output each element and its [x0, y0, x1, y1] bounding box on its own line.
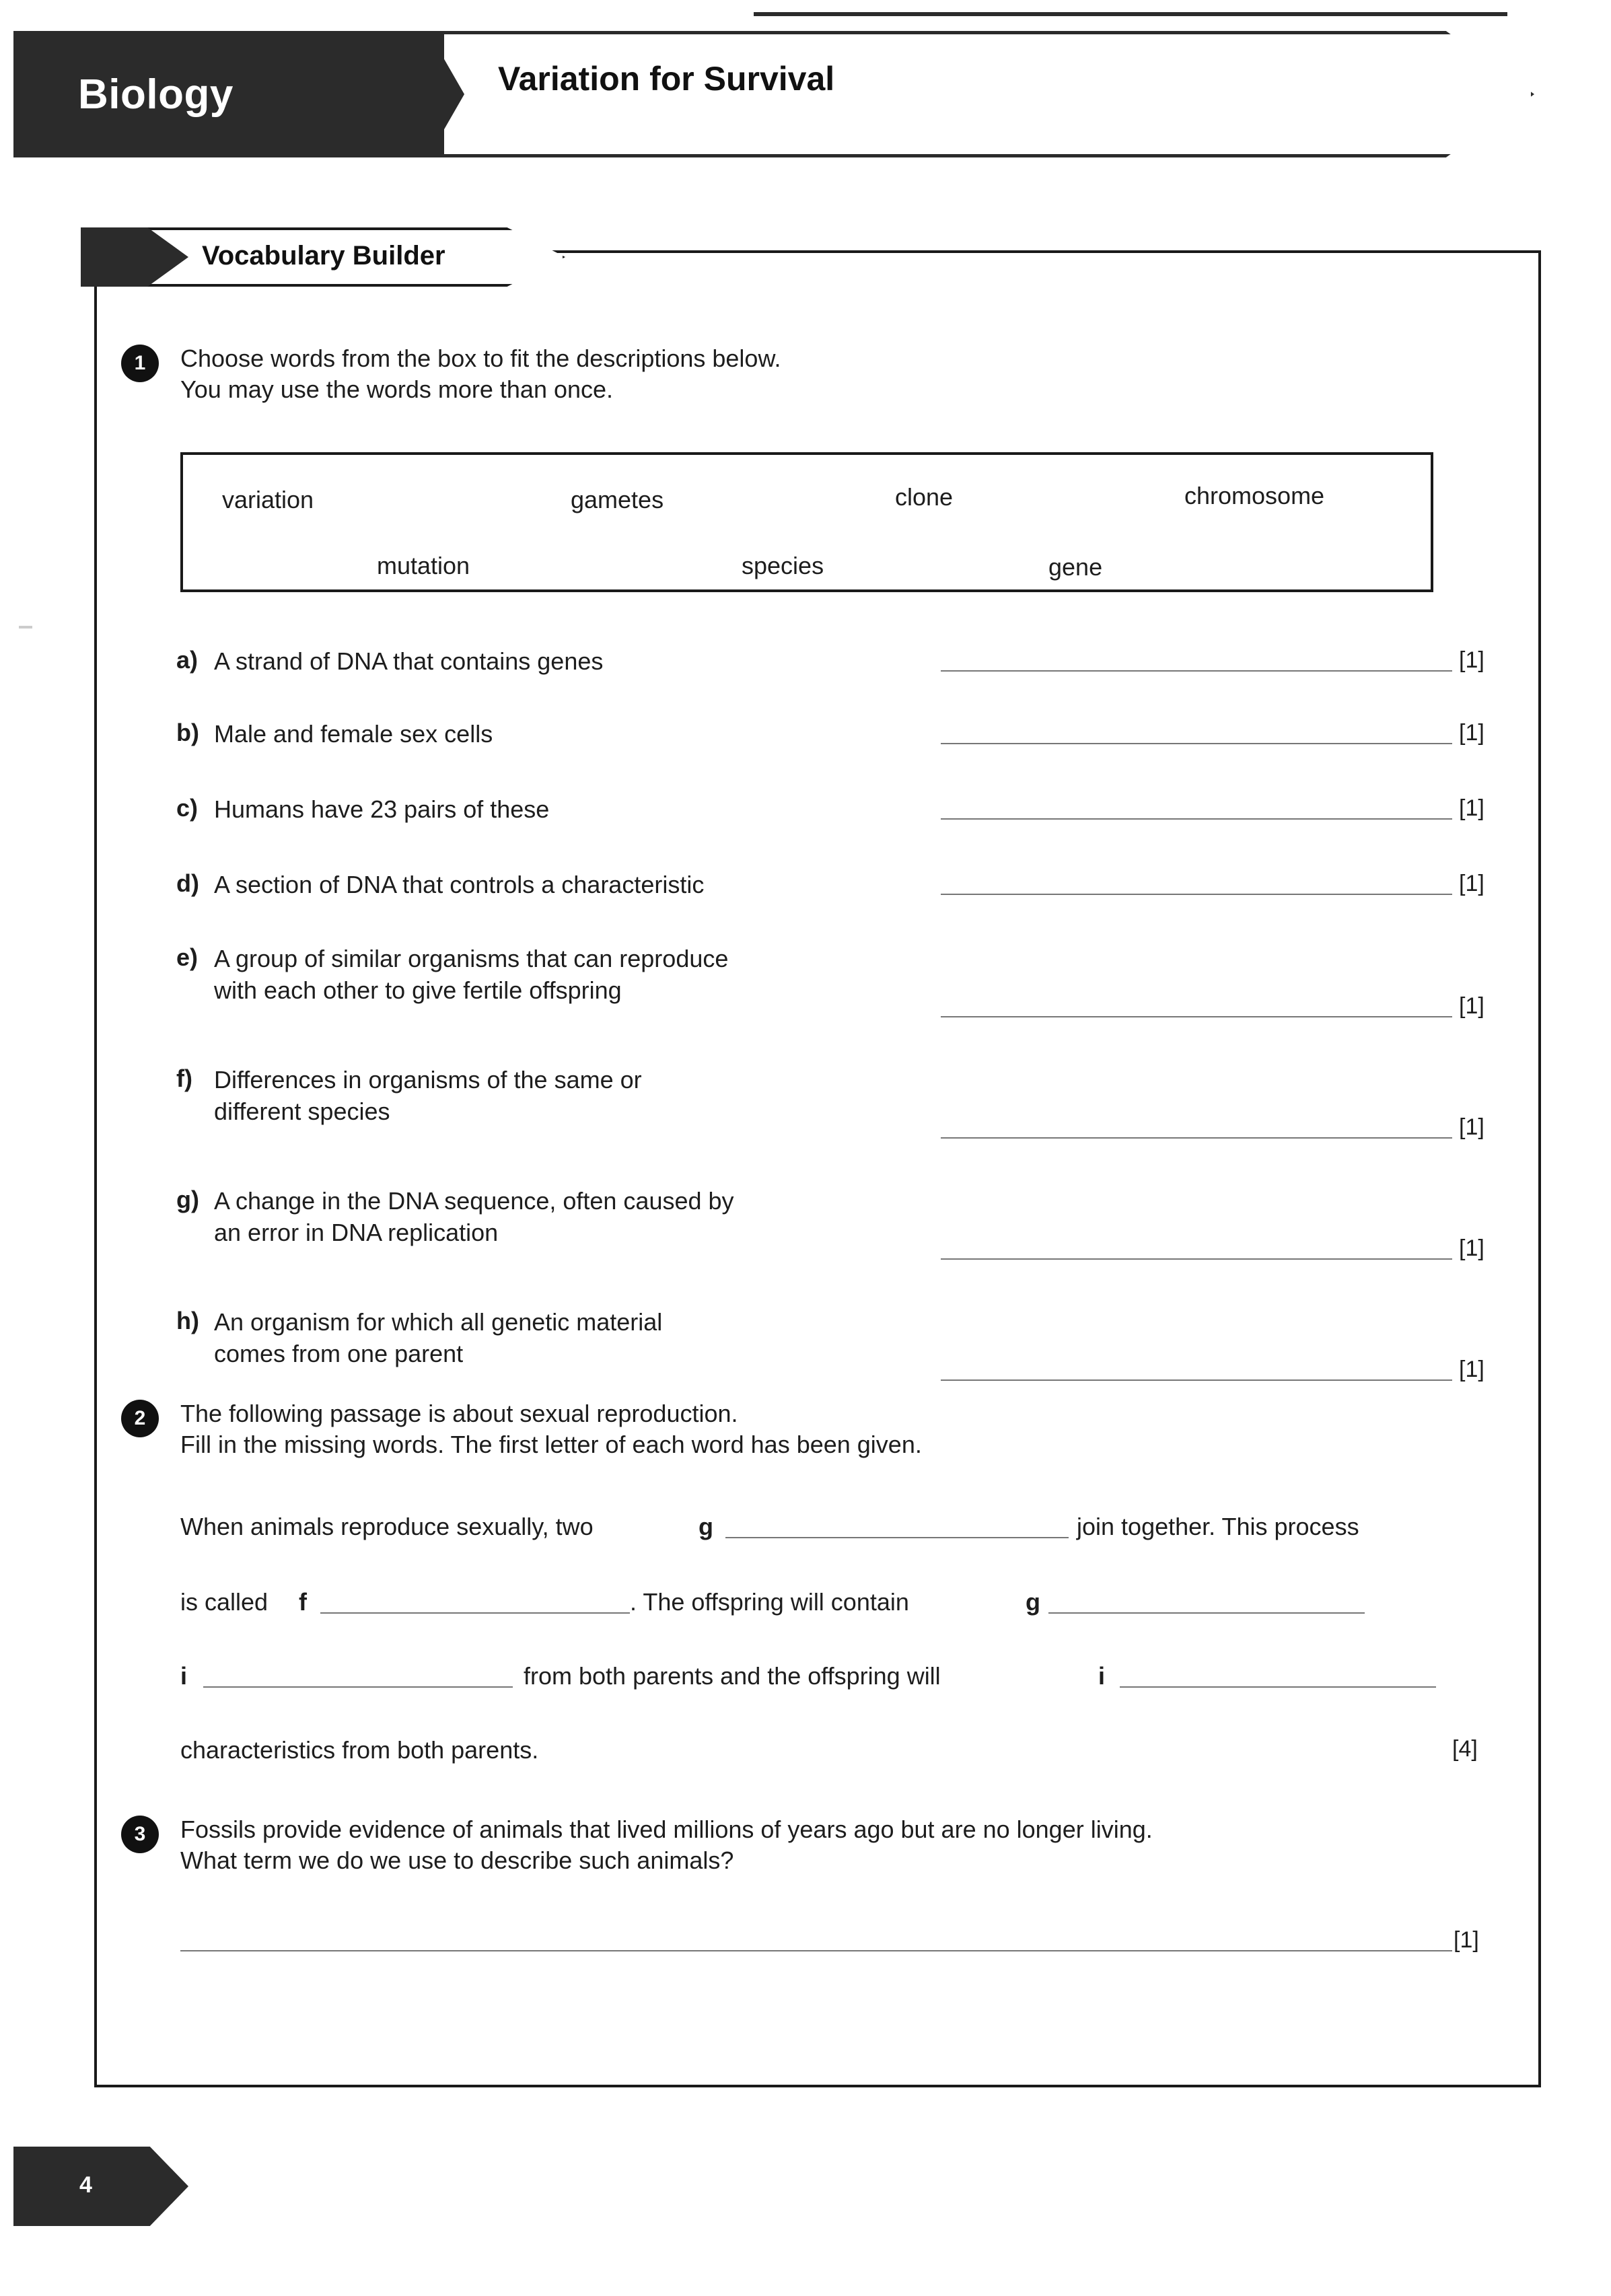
question-3-prompt-line2: What term we do we use to describe such animals?	[180, 1846, 734, 1875]
item-h-text	[214, 1307, 941, 1370]
item-c-marks: [1]	[1459, 795, 1484, 821]
item-h-text-line2: comes from one parent	[214, 1339, 464, 1367]
item-d-answer-line[interactable]	[941, 894, 1452, 895]
passage-line-3-initial-i2: i	[1098, 1662, 1106, 1690]
item-h-marks: [1]	[1459, 1357, 1484, 1382]
item-f-text-line1: Differences in organisms of the same or	[214, 1066, 642, 1093]
item-d-text: A section of DNA that controls a characteristic	[214, 871, 705, 898]
page-title: Variation for Survival	[498, 60, 835, 98]
passage-line-1-initial-g: g	[699, 1513, 713, 1540]
question-number-2: 2	[121, 1400, 159, 1437]
word-bank-item-species: species	[742, 552, 824, 579]
passage-line-1-part-b: join together. This process	[1077, 1513, 1359, 1540]
question-2-prompt	[180, 1398, 1392, 1460]
item-e-marks: [1]	[1459, 993, 1484, 1019]
edge-mark	[19, 626, 32, 629]
page-header	[0, 12, 1541, 157]
question-3-answer-line[interactable]	[180, 1950, 1452, 1951]
item-d-label: d)	[176, 869, 199, 897]
question-1-prompt-line1: Choose words from the box to fit the descriptions below.	[180, 345, 781, 372]
passage-line-3-initial-i: i	[180, 1662, 188, 1690]
subject-label: Biology	[78, 71, 234, 118]
item-e-text	[214, 943, 941, 1007]
header-rule	[754, 12, 1507, 16]
passage-line-2-part-b: . The offspring will contain	[630, 1588, 909, 1616]
item-a-text: A strand of DNA that contains genes	[214, 647, 604, 675]
item-c-label: c)	[176, 794, 199, 822]
passage-line-3-part-a: from both parents and the offspring will	[524, 1662, 941, 1690]
item-g-text-line2: an error in DNA replication	[214, 1218, 499, 1246]
passage-blank-3[interactable]	[1048, 1612, 1365, 1614]
item-g-answer-line[interactable]	[941, 1258, 1452, 1260]
passage-line-2-part-a: is called	[180, 1588, 268, 1616]
question-2-prompt-line1: The following passage is about sexual reproduction.	[180, 1400, 738, 1427]
item-b-answer-line[interactable]	[941, 743, 1452, 744]
item-g-text-line1: A change in the DNA sequence, often caused by	[214, 1187, 734, 1215]
passage-blank-4[interactable]	[203, 1686, 513, 1688]
passage-blank-5[interactable]	[1120, 1686, 1436, 1688]
item-a-answer-line[interactable]	[941, 670, 1452, 672]
word-bank-item-gene: gene	[1048, 553, 1103, 581]
question-2-marks: [4]	[1452, 1736, 1478, 1762]
question-1-prompt	[180, 343, 1324, 405]
item-f-text	[214, 1065, 941, 1128]
passage-line-1-part-a: When animals reproduce sexually, two	[180, 1513, 594, 1540]
word-bank-item-chromosome: chromosome	[1184, 482, 1325, 509]
item-a-label: a)	[176, 646, 199, 674]
item-b-marks: [1]	[1459, 720, 1484, 746]
item-e-text-line1: A group of similar organisms that can reproduce	[214, 945, 729, 972]
item-f-text-line2: different species	[214, 1097, 390, 1125]
question-2-prompt-line2: Fill in the missing words. The first letter of each word has been given.	[180, 1431, 922, 1459]
item-h-answer-line[interactable]	[941, 1379, 1452, 1381]
passage-line-4: characteristics from both parents.	[180, 1736, 539, 1764]
item-e-answer-line[interactable]	[941, 1016, 1452, 1017]
item-g-text	[214, 1186, 941, 1249]
item-b-text: Male and female sex cells	[214, 720, 493, 748]
question-number-3: 3	[121, 1816, 159, 1853]
footer-tab	[13, 2147, 188, 2226]
passage-blank-1[interactable]	[725, 1537, 1069, 1538]
word-bank-item-gametes: gametes	[571, 486, 664, 513]
item-f-marks: [1]	[1459, 1114, 1484, 1140]
item-e-label: e)	[176, 943, 199, 971]
item-h-text-line1: An organism for which all genetic material	[214, 1308, 663, 1336]
item-c-text: Humans have 23 pairs of these	[214, 795, 550, 823]
item-c-answer-line[interactable]	[941, 818, 1452, 820]
item-h-label: h)	[176, 1307, 199, 1334]
passage-blank-2[interactable]	[320, 1612, 630, 1614]
question-number-1: 1	[121, 345, 159, 382]
item-e-text-line2: with each other to give fertile offspring	[214, 976, 622, 1004]
question-3-prompt-line1: Fossils provide evidence of animals that lived millions of years ago but are no longer living.	[180, 1816, 1153, 1843]
question-3-prompt	[180, 1814, 1459, 1876]
item-g-label: g)	[176, 1186, 199, 1213]
passage-line-2-initial-f: f	[299, 1588, 307, 1616]
item-f-label: f)	[176, 1065, 192, 1092]
word-bank-item-mutation: mutation	[377, 552, 470, 579]
subject-tab	[13, 31, 444, 157]
word-bank-item-clone: clone	[895, 483, 954, 511]
passage-line-2-initial-g: g	[1026, 1588, 1040, 1616]
word-bank-item-variation: variation	[222, 486, 314, 513]
question-3-marks: [1]	[1454, 1927, 1479, 1953]
item-g-marks: [1]	[1459, 1235, 1484, 1261]
section-tab-label: Vocabulary Builder	[202, 241, 445, 271]
page-number: 4	[79, 2172, 92, 2198]
question-1-prompt-line2: You may use the words more than once.	[180, 375, 614, 404]
item-a-marks: [1]	[1459, 647, 1484, 673]
item-f-answer-line[interactable]	[941, 1137, 1452, 1139]
item-b-label: b)	[176, 719, 199, 746]
item-d-marks: [1]	[1459, 871, 1484, 896]
